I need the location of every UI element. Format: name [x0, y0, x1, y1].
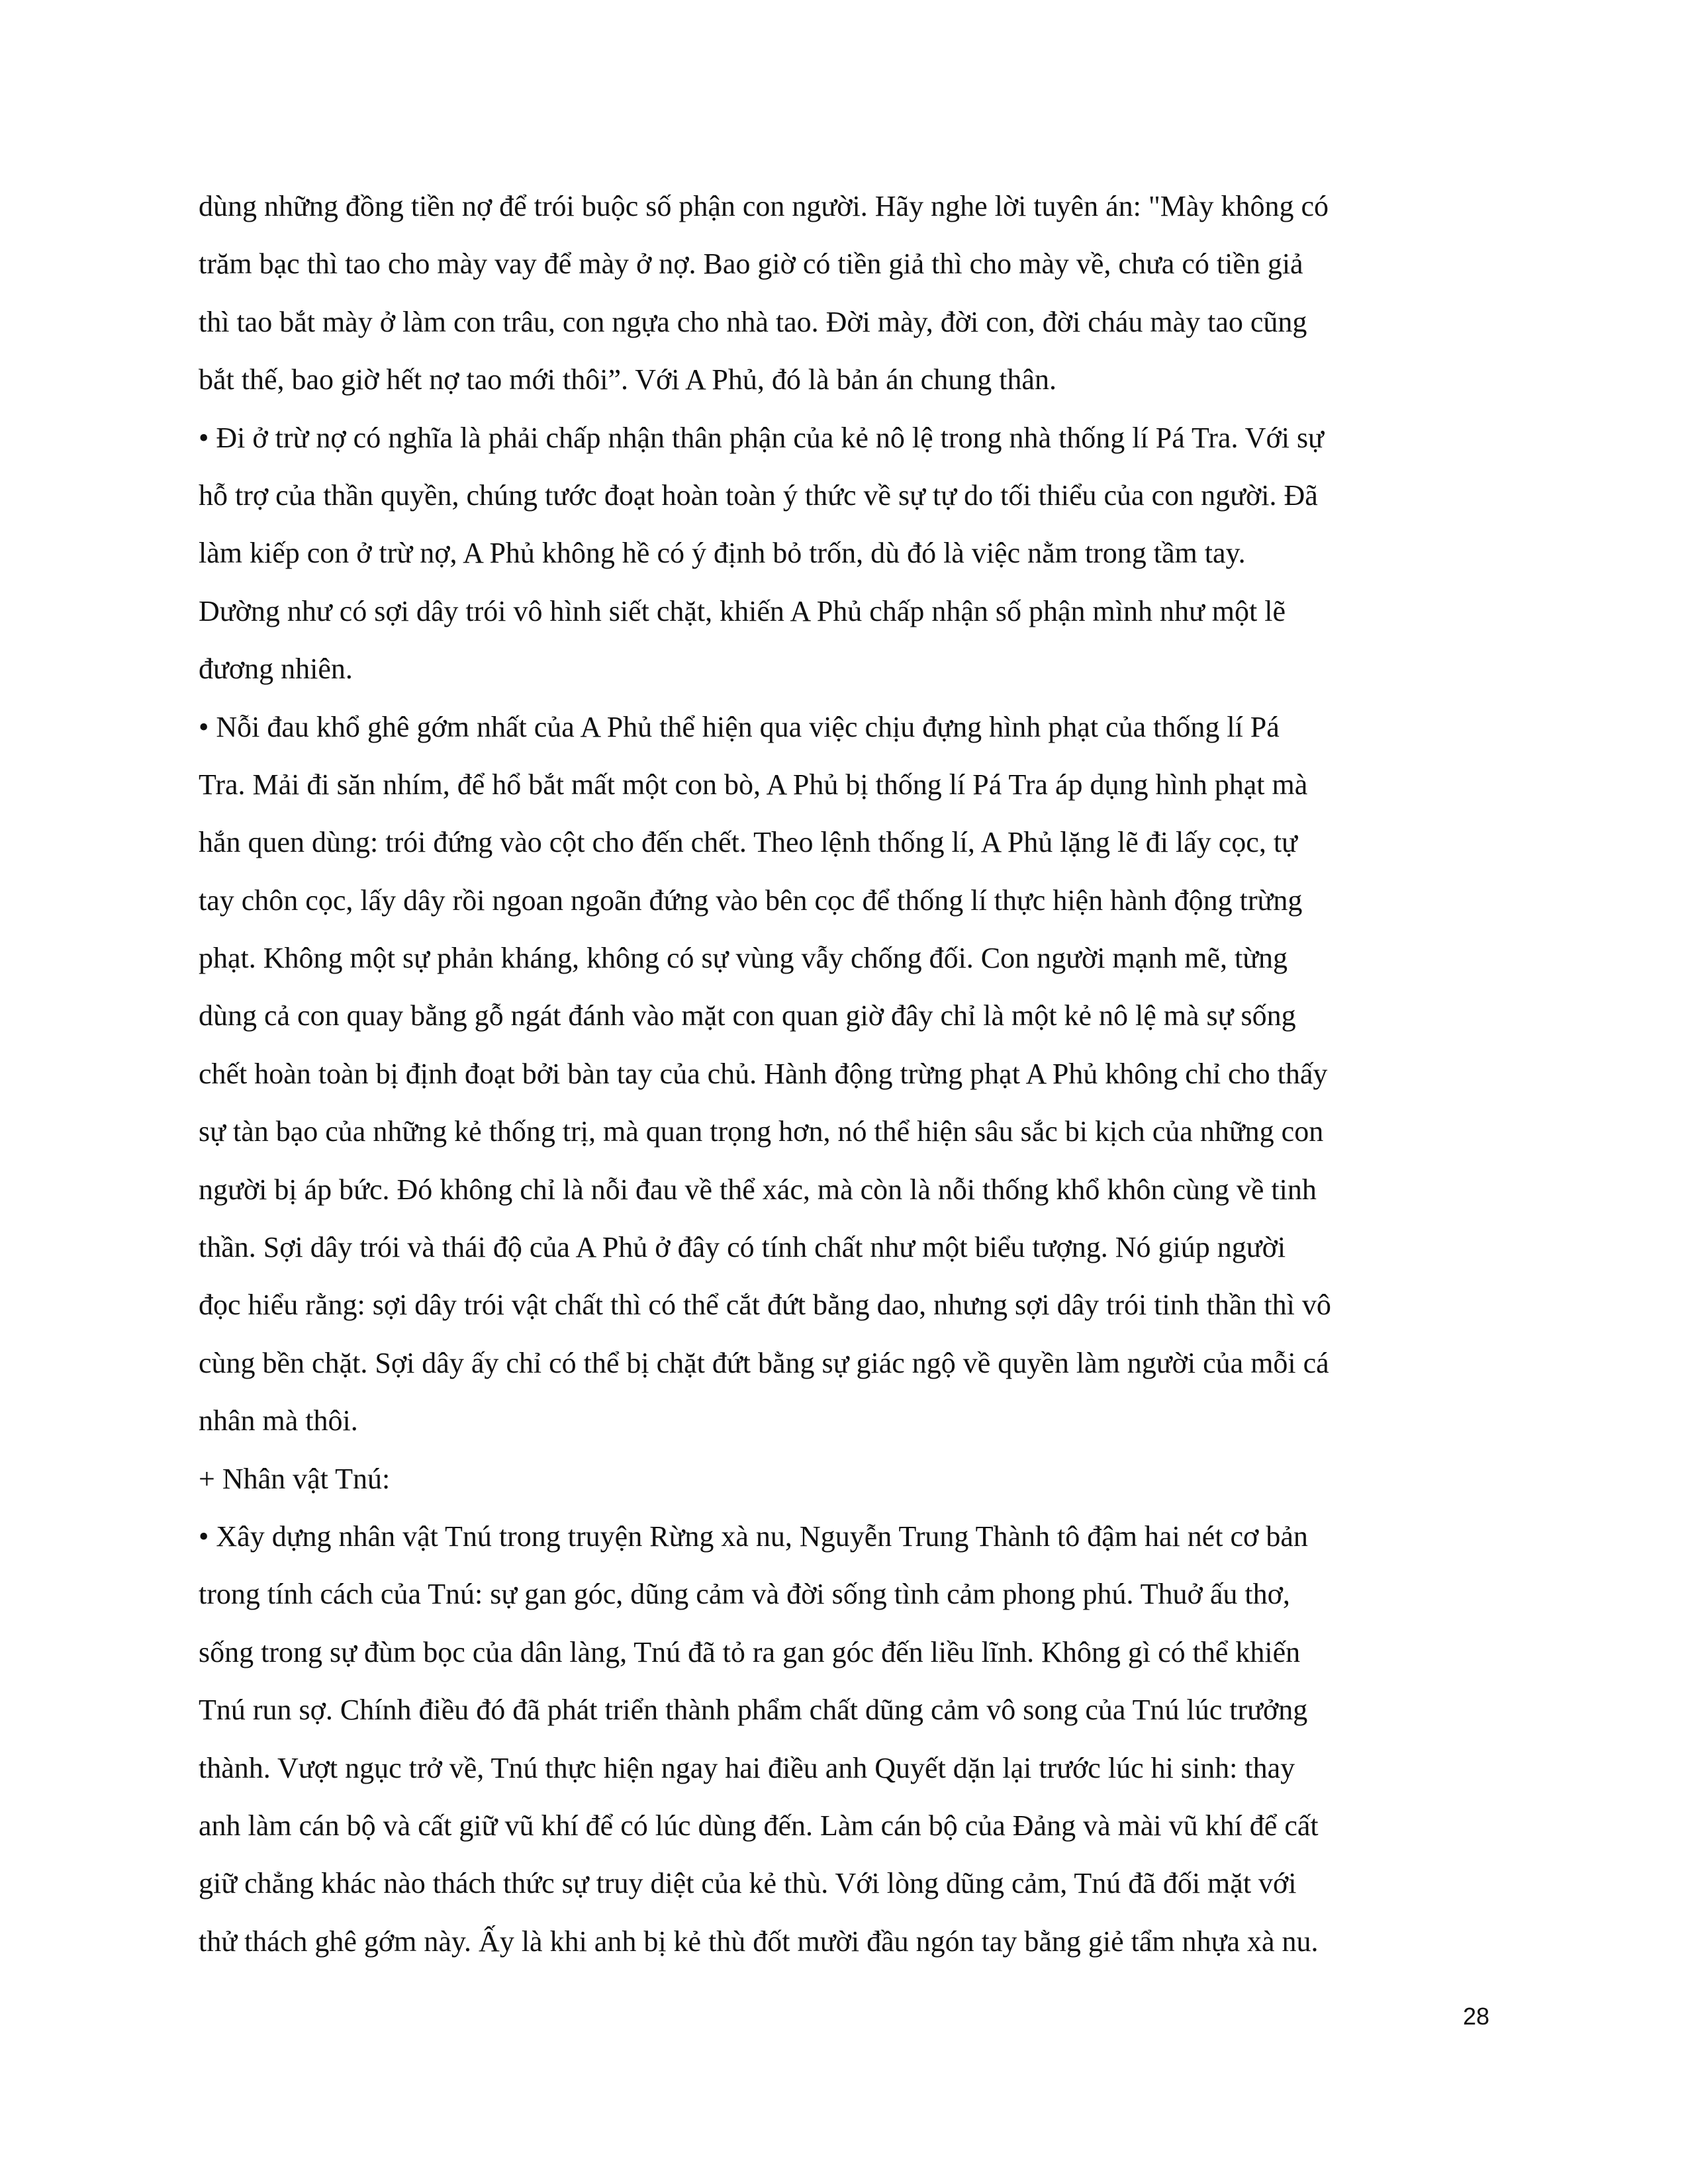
text-line: hỗ trợ của thần quyền, chúng tước đoạt hoàn toàn ý thức về sự tự do tối thiểu của con người. Đã: [199, 478, 1318, 512]
text-line: tay chôn cọc, lấy dây rồi ngoan ngoãn đứng vào bên cọc để thống lí thực hiện hành động trừng: [199, 884, 1303, 917]
text-line: đương nhiên.: [199, 653, 353, 686]
text-line: hắn quen dùng: trói đứng vào cột cho đến chết. Theo lệnh thống lí, A Phủ lặng lẽ đi lấy cọc, tự: [199, 826, 1297, 859]
text-line: • Nỗi đau khổ ghê gớm nhất của A Phủ thể hiện qua việc chịu đựng hình phạt của thống lí Pá: [199, 710, 1280, 743]
text-line: + Nhân vật Tnú:: [199, 1462, 391, 1495]
text-line: dùng những đồng tiền nợ để trói buộc số phận con người. Hãy nghe lời tuyên án: "Mày không có: [199, 190, 1329, 222]
text-line: anh làm cán bộ và cất giữ vũ khí để có lúc dùng đến. Làm cán bộ của Đảng và mài vũ khí để cất: [199, 1809, 1319, 1842]
text-line: phạt. Không một sự phản kháng, không có sự vùng vẫy chống đối. Con người mạnh mẽ, từng: [199, 942, 1288, 975]
text-line: cùng bền chặt. Sợi dây ấy chỉ có thể bị chặt đứt bằng sự giác ngộ về quyền làm người của mỗi cá: [199, 1346, 1329, 1379]
text-line: sự tàn bạo của những kẻ thống trị, mà quan trọng hơn, nó thể hiện sâu sắc bi kịch của những con: [199, 1115, 1324, 1148]
text-line: Tnú run sợ. Chính điều đó đã phát triển thành phẩm chất dũng cảm vô song của Tnú lúc trưởng: [199, 1694, 1308, 1727]
text-line: thử thách ghê gớm này. Ấy là khi anh bị kẻ thù đốt mười đầu ngón tay bằng giẻ tẩm nhựa xà nu.: [199, 1925, 1319, 1958]
text-line: • Đi ở trừ nợ có nghĩa là phải chấp nhận thân phận của kẻ nô lệ trong nhà thống lí Pá Tra. Với sự: [199, 421, 1324, 454]
text-line: thì tao bắt mày ở làm con trâu, con ngựa cho nhà tao. Đời mày, đời con, đời cháu mày tao cũng: [199, 305, 1307, 338]
text-line: đọc hiểu rằng: sợi dây trói vật chất thì có thể cắt đứt bằng dao, nhưng sợi dây trói tinh thần thì vô: [199, 1289, 1331, 1322]
text-line: thần. Sợi dây trói và thái độ của A Phủ ở đây có tính chất như một biểu tượng. Nó giúp người: [199, 1231, 1286, 1264]
text-line: Dường như có sợi dây trói vô hình siết chặt, khiến A Phủ chấp nhận số phận mình như một lẽ: [199, 594, 1286, 627]
text-line: trong tính cách của Tnú: sự gan góc, dũng cảm và đời sống tình cảm phong phú. Thuở ấu thơ,: [199, 1578, 1290, 1611]
text-line: • Xây dựng nhân vật Tnú trong truyện Rừng xà nu, Nguyễn Trung Thành tô đậm hai nét cơ bản: [199, 1520, 1308, 1553]
text-line: trăm bạc thì tao cho mày vay để mày ở nợ. Bao giờ có tiền giả thì cho mày về, chưa có tiền giả: [199, 248, 1303, 281]
text-line: nhân mà thôi.: [199, 1404, 358, 1437]
text-line: thành. Vượt ngục trở về, Tnú thực hiện ngay hai điều anh Quyết dặn lại trước lúc hi sinh: thay: [199, 1751, 1295, 1784]
page-number: 28: [1462, 2003, 1489, 2030]
text-line: giữ chẳng khác nào thách thức sự truy diệt của kẻ thù. Với lòng dũng cảm, Tnú đã đối mặt với: [199, 1867, 1297, 1900]
text-line: sống trong sự đùm bọc của dân làng, Tnú đã tỏ ra gan góc đến liều lĩnh. Không gì có thể khiến: [199, 1635, 1301, 1668]
page-body-text: [199, 177, 1496, 1970]
text-line: chết hoàn toàn bị định đoạt bởi bàn tay của chủ. Hành động trừng phạt A Phủ không chỉ cho thấy: [199, 1057, 1328, 1090]
text-line: người bị áp bức. Đó không chỉ là nỗi đau về thể xác, mà còn là nỗi thống khổ khôn cùng về tinh: [199, 1173, 1317, 1206]
text-line: dùng cả con quay bằng gỗ ngát đánh vào mặt con quan giờ đây chỉ là một kẻ nô lệ mà sự sống: [199, 999, 1296, 1032]
text-line: bắt thế, bao giờ hết nợ tao mới thôi”. Với A Phủ, đó là bản án chung thân.: [199, 363, 1056, 396]
text-line: làm kiếp con ở trừ nợ, A Phủ không hề có ý định bỏ trốn, dù đó là việc nằm trong tầm tay.: [199, 537, 1246, 570]
text-line: Tra. Mải đi săn nhím, để hổ bắt mất một con bò, A Phủ bị thống lí Pá Tra áp dụng hình phạt mà: [199, 768, 1308, 801]
